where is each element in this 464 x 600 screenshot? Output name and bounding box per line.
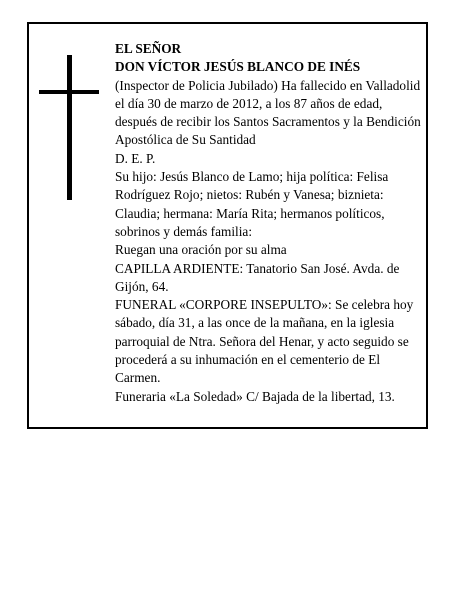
- family-list: Su hijo: Jesús Blanco de Lamo; hija política: Felisa Rodríguez Rojo; nietos: Rubén y Vanesa; biznieta: Claudia; hermana: María Rita; hermanos políticos, sobrinos y demás familia:: [115, 169, 389, 239]
- death-announcement: (Inspector de Policia Jubilado) Ha fallecido en Valladolid el día 30 de marzo de 2012, a los 87 años de edad, después de recibir los Santos Sacramentos y la Bendición Apostólica de Su Santidad: [115, 77, 421, 148]
- funeral-home-info: Funeraria «La Soledad» C/ Bajada de la libertad, 13.: [115, 388, 395, 404]
- cross-horizontal-bar: [39, 90, 99, 94]
- notice-text: [115, 40, 427, 406]
- chapel-info: CAPILLA ARDIENTE: Tanatorio San José. Avda. de Gijón, 64.: [115, 260, 400, 294]
- cross-vertical-bar: [67, 55, 72, 200]
- cross-icon: [39, 55, 99, 200]
- funeral-info: FUNERAL «CORPORE INSEPULTO»: Se celebra hoy sábado, día 31, a las once de la mañana, en la iglesia parroquial de Ntra. Señora del Henar, y acto seguido se procederá a su inhumación en el cementerio de El Carmen.: [115, 297, 414, 386]
- obituary-notice: [27, 22, 428, 429]
- deceased-name: DON VÍCTOR JESÚS BLANCO DE INÉS: [115, 59, 361, 75]
- rest-in-peace: D. E. P.: [115, 150, 156, 166]
- honorific: EL SEÑOR: [115, 41, 182, 56]
- prayer-request: Ruegan una oración por su alma: [115, 242, 287, 258]
